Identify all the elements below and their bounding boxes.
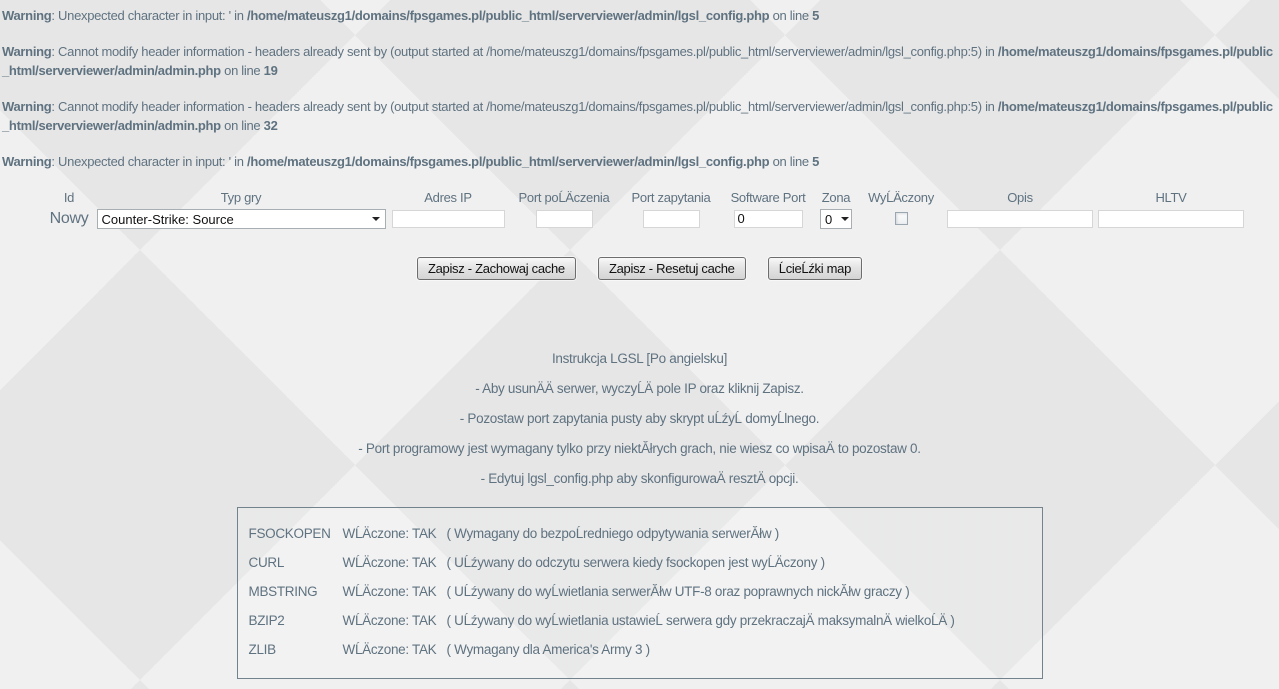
warning-file-path: /home/mateuszg1/domains/fpsgames.pl/public_html/serverviewer/admin/lgsl_config.php [247,8,770,23]
module-status: WĹÄczone: TAK [342,526,437,541]
warning-label: Warning [2,154,52,169]
map-paths-button[interactable]: ĹcieĹźki map [768,257,862,280]
game-type-select[interactable] [97,209,386,229]
php-modules-status-box [237,507,1043,679]
warning-line-number: 32 [263,118,278,133]
warning-message: : Cannot modify header information - headers already sent by (output started at /home/mateuszg1/domains/fpsgames.pl/public_html/serverviewer/admin/lgsl_config.php:5) in [51,44,998,59]
instruction-line: - Pozostaw port zapytania pusty aby skrypt uĹźyĹ domyĹlnego. [459,411,820,426]
warning-line-number: 5 [812,8,820,23]
warning-suffix: on line [220,118,264,133]
ip-address-input[interactable] [392,210,505,228]
connect-port-input[interactable] [536,210,593,228]
module-status: WĹÄczone: TAK [342,642,437,657]
module-note: ( Wymagany do bezpoĹredniego odpytywania serwerĂłw ) [446,526,779,541]
warning-line-number: 5 [812,154,820,169]
warning-message: : Unexpected character in input: ' in [51,154,248,169]
software-port-input[interactable] [734,210,803,228]
instruction-line: - Aby usunÄÄ serwer, wyczyĹÄ pole IP oraz kliknij Zapisz. [475,381,804,396]
column-header-query-port: Port zapytania [631,190,711,205]
warning-file-path: /home/mateuszg1/domains/fpsgames.pl/public_html/serverviewer/admin/admin.php [2,44,1273,78]
module-status: WĹÄczone: TAK [342,555,437,570]
php-warning [2,42,1277,80]
module-name: ZLIB [248,642,276,657]
save-keep-cache-button[interactable]: Zapisz - Zachowaj cache [417,257,576,280]
module-status: WĹÄczone: TAK [342,584,437,599]
server-config-table [44,188,1246,230]
module-name: BZIP2 [248,613,285,628]
save-reset-cache-button[interactable]: Zapisz - Resetuj cache [598,257,746,280]
warning-message: : Cannot modify header information - headers already sent by (output started at /home/mateuszg1/domains/fpsgames.pl/public_html/serverviewer/admin/lgsl_config.php:5) in [51,99,998,114]
column-header-row [44,188,1246,208]
module-note: ( Wymagany dla America's Army 3 ) [446,642,650,657]
module-note: ( UĹźywany do wyĹwietlania ustawieĹ serwera gdy przekraczajÄ maksymalnÄ wielkoĹÄ ) [446,613,955,628]
php-warnings [2,6,1277,171]
row-id-label: Nowy [49,210,89,227]
column-header-software-port: Software Port [730,190,806,205]
zone-select-wrap [820,209,852,229]
column-header-id: Id [63,190,75,205]
query-port-input[interactable] [643,210,700,228]
column-header-ip: Adres IP [424,190,472,205]
module-name: MBSTRING [248,584,318,599]
warning-suffix: on line [220,63,264,78]
warning-label: Warning [2,99,52,114]
module-row [249,519,1032,548]
warning-file-path: /home/mateuszg1/domains/fpsgames.pl/public_html/serverviewer/admin/lgsl_config.php [247,154,770,169]
php-warning [2,97,1277,135]
column-header-disabled: WyĹÄczony [868,190,934,205]
column-header-game-type: Typ gry [220,190,262,205]
warning-label: Warning [2,8,52,23]
module-row [249,548,1032,577]
warning-suffix: on line [769,154,813,169]
zone-select[interactable] [820,209,852,229]
instruction-line: - Edytuj lgsl_config.php aby skonfigurowaÄ resztÄ opcji. [480,471,799,486]
column-header-zone: Zona [821,190,851,205]
new-server-row [44,208,1246,230]
column-header-hltv: HLTV [1155,190,1187,205]
hltv-input[interactable] [1098,210,1244,228]
php-warning [2,152,1277,171]
warning-message: : Unexpected character in input: ' in [51,8,248,23]
warning-label: Warning [2,44,52,59]
module-row [249,635,1032,664]
instruction-line: - Port programowy jest wymagany tylko przy niektĂłrych grach, nie wiesz co wpisaÄ to pozostaw 0. [358,441,921,456]
module-note: ( UĹźywany do wyĹwietlania serwerĂłw UTF-8 oraz poprawnych nickĂłw graczy ) [446,584,910,599]
column-header-description: Opis [1007,190,1033,205]
disabled-checkbox[interactable] [895,212,908,225]
instructions-title: Instrukcja LGSL [Po angielsku] [551,351,728,366]
warning-file-path: /home/mateuszg1/domains/fpsgames.pl/public_html/serverviewer/admin/admin.php [2,99,1273,133]
warning-suffix: on line [769,8,813,23]
instructions [2,352,1277,486]
description-input[interactable] [947,210,1093,228]
module-row [249,606,1032,635]
module-name: CURL [248,555,285,570]
column-header-connect-port: Port poĹÄczenia [518,190,610,205]
php-modules-table [249,519,1032,664]
game-type-select-wrap [97,209,386,229]
module-status: WĹÄczone: TAK [342,613,437,628]
form-buttons [2,257,1277,280]
warning-line-number: 19 [263,63,278,78]
php-warning [2,6,1277,25]
module-name: FSOCKOPEN [248,526,331,541]
module-note: ( UĹźywany do odczytu serwera kiedy fsockopen jest wyĹÄczony ) [446,555,825,570]
module-row [249,577,1032,606]
